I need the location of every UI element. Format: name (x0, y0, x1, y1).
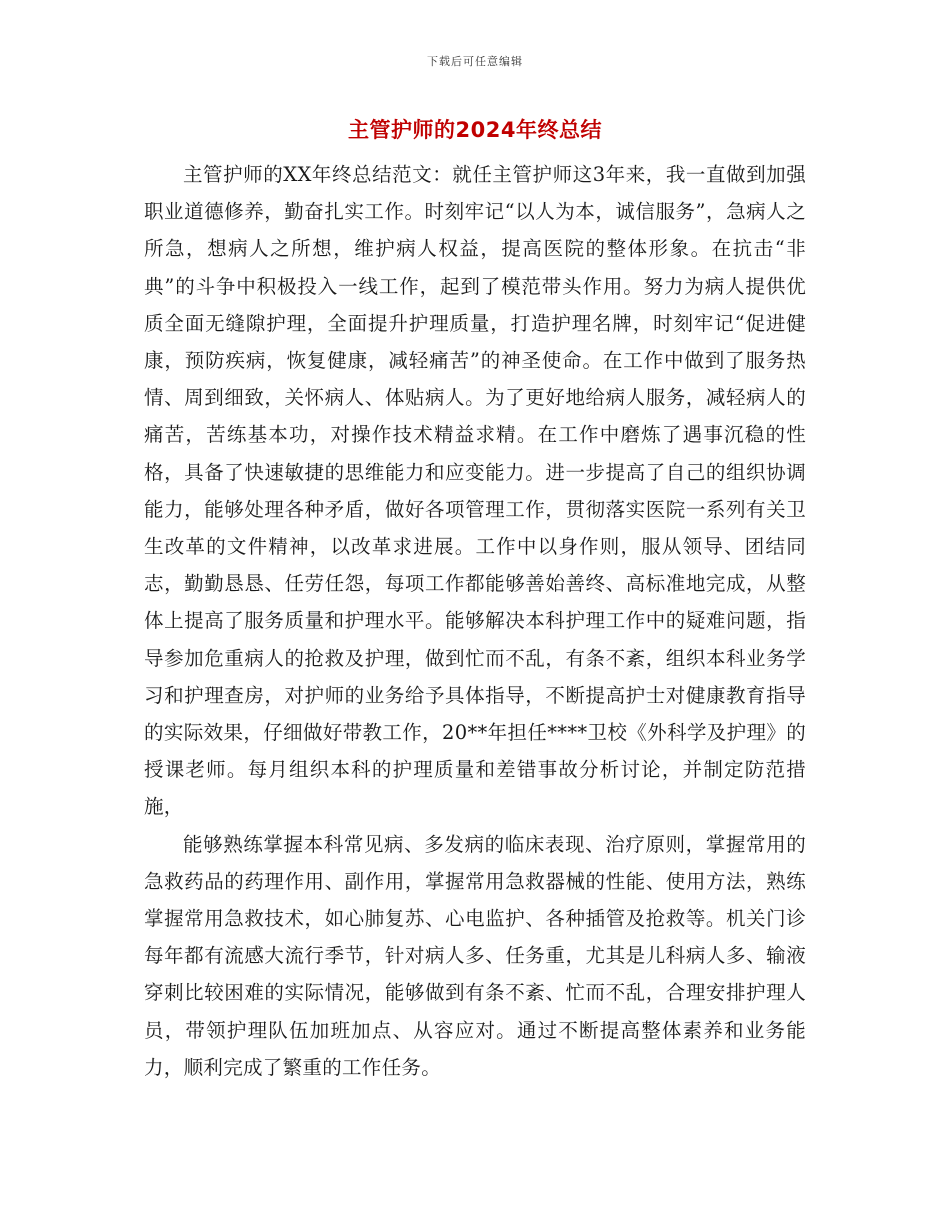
page-header-note: 下载后可任意编辑 (427, 55, 523, 68)
document-title: 主管护师的2024年终总结 (348, 118, 602, 142)
body-paragraph-1: 主管护师的XX年终总结范文：就任主管护师这3年来，我一直做到加强职业道德修养，勤奋扎实工作。时刻牢记“以人为本，诚信服务”，急病人之所急，想病人之所想，维护病人权益，提高医院的整体形象。在抗击“非典”的斗争中积极投入一线工作，起到了模范带头作用。努力为病人提供优质全面无缝隙护理，全面提升护理质量，打造护理名牌，时刻牢记“促进健康，预防疾病，恢复健康，减轻痛苦”的神圣使命。在工作中做到了服务热情、周到细致，关怀病人、体贴病人。为了更好地给病人服务，减轻病人的痛苦，苦练基本功，对操作技术精益求精。在工作中磨炼了遇事沉稳的性格，具备了快速敏捷的思维能力和应变能力。进一步提高了自己的组织协调能力，能够处理各种矛盾，做好各项管理工作，贯彻落实医院一系列有关卫生改革的文件精神，以改革求进展。工作中以身作则，服从领导、团结同志，勤勤恳恳、任劳任怨，每项工作都能够善始善终、高标准地完成，从整体上提高了服务质量和护理水平。能够解决本科护理工作中的疑难问题，指导参加危重病人的抢救及护理，做到忙而不乱，有条不紊，组织本科业务学习和护理查房，对护师的业务给予具体指导，不断提高护士对健康教育指导的实际效果，仔细做好带教工作，20**年担任****卫校《外科学及护理》的授课老师。每月组织本科的护理质量和差错事故分析讨论，并制定防范措施， (144, 163, 806, 819)
document-body (144, 156, 806, 1086)
body-paragraph-2: 能够熟练掌握本科常见病、多发病的临床表现、治疗原则，掌握常用的急救药品的药理作用、副作用，掌握常用急救器械的性能、使用方法，熟练掌握常用急救技术，如心肺复苏、心电监护、各种插管及抢救等。机关门诊每年都有流感大流行季节，针对病人多、任务重，尤其是儿科病人多、输液穿刺比较困难的实际情况，能够做到有条不紊、忙而不乱，合理安排护理人员，带领护理队伍加班加点、从容应对。通过不断提高整体素养和业务能力，顺利完成了繁重的工作任务。 (144, 832, 806, 1079)
